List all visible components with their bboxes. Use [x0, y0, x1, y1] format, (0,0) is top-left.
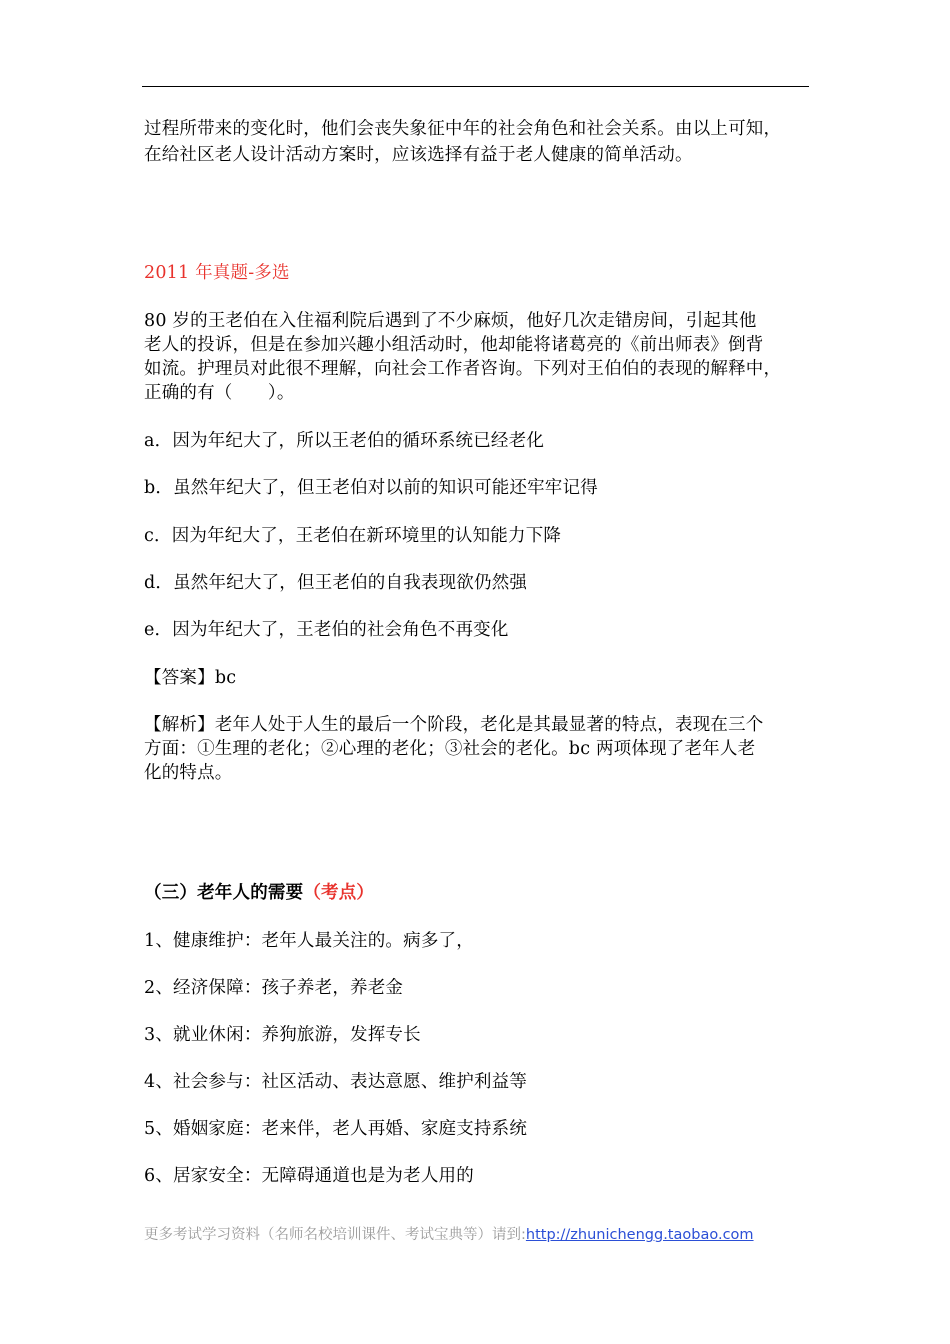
section-heading-text: （三）老年人的需要 [144, 883, 304, 903]
option-b: b．虽然年纪大了，但王老伯对以前的知识可能还牢牢记得 [144, 478, 598, 498]
need-item-1: 1、健康维护：老年人最关注的。病多了， [144, 931, 474, 951]
question-stem-line-4: 正确的有（ ）。 [144, 383, 295, 403]
footer-text: 更多考试学习资料（名师名校培训课件、考试宝典等）请到: [144, 1227, 526, 1243]
need-item-3: 3、就业休闲：养狗旅游，发挥专长 [144, 1025, 421, 1045]
analysis-line-1 [144, 713, 812, 737]
intro-line-2: 在给社区老人设计活动方案时，应该选择有益于老人健康的简单活动。 [144, 145, 693, 165]
intro-line-1: 过程所带来的变化时，他们会丧失象征中年的社会角色和社会关系。由以上可知， [144, 119, 782, 139]
need-item-5: 5、婚姻家庭：老来伴，老人再婚、家庭支持系统 [144, 1119, 528, 1139]
option-e: e．因为年纪大了，王老伯的社会角色不再变化 [144, 620, 509, 640]
answer-line [144, 666, 812, 690]
section-heading [144, 881, 812, 905]
section-heading-tag: （考点） [303, 883, 375, 903]
question-stem-line-3: 如流。护理员对此很不理解，向社会工作者咨询。下列对王伯伯的表现的解释中， [144, 359, 782, 379]
option-c: c．因为年纪大了，王老伯在新环境里的认知能力下降 [144, 526, 562, 546]
page-footer [144, 1225, 754, 1245]
question-stem-line-1: 80 岁的王老伯在入住福利院后遇到了不少麻烦，他好几次走错房间，引起其他 [144, 311, 757, 331]
question-stem-line-2: 老人的投诉，但是在参加兴趣小组活动时，他却能将诸葛亮的《前出师表》倒背 [144, 335, 764, 355]
analysis-label: 【解析】 [144, 715, 215, 735]
question-heading: 2011 年真题-多选 [144, 263, 290, 283]
option-d: d．虽然年纪大了，但王老伯的自我表现欲仍然强 [144, 573, 528, 593]
header-rule [142, 86, 809, 87]
answer-value: bc [214, 668, 237, 688]
option-a: a．因为年纪大了，所以王老伯的循环系统已经老化 [144, 431, 545, 451]
need-item-6: 6、居家安全：无障碍通道也是为老人用的 [144, 1166, 474, 1186]
analysis-text-1: 老年人处于人生的最后一个阶段，老化是其最显著的特点，表现在三个 [214, 715, 764, 735]
need-item-2: 2、经济保障：孩子养老，养老金 [144, 978, 404, 998]
footer-link[interactable]: http://zhunichengg.taobao.com [525, 1227, 754, 1243]
need-item-4: 4、社会参与：社区活动、表达意愿、维护利益等 [144, 1072, 528, 1092]
answer-label: 【答案】 [144, 668, 215, 688]
analysis-line-3: 化的特点。 [144, 763, 233, 783]
analysis-line-2: 方面：①生理的老化；②心理的老化；③社会的老化。bc 两项体现了老年人老 [144, 739, 756, 759]
